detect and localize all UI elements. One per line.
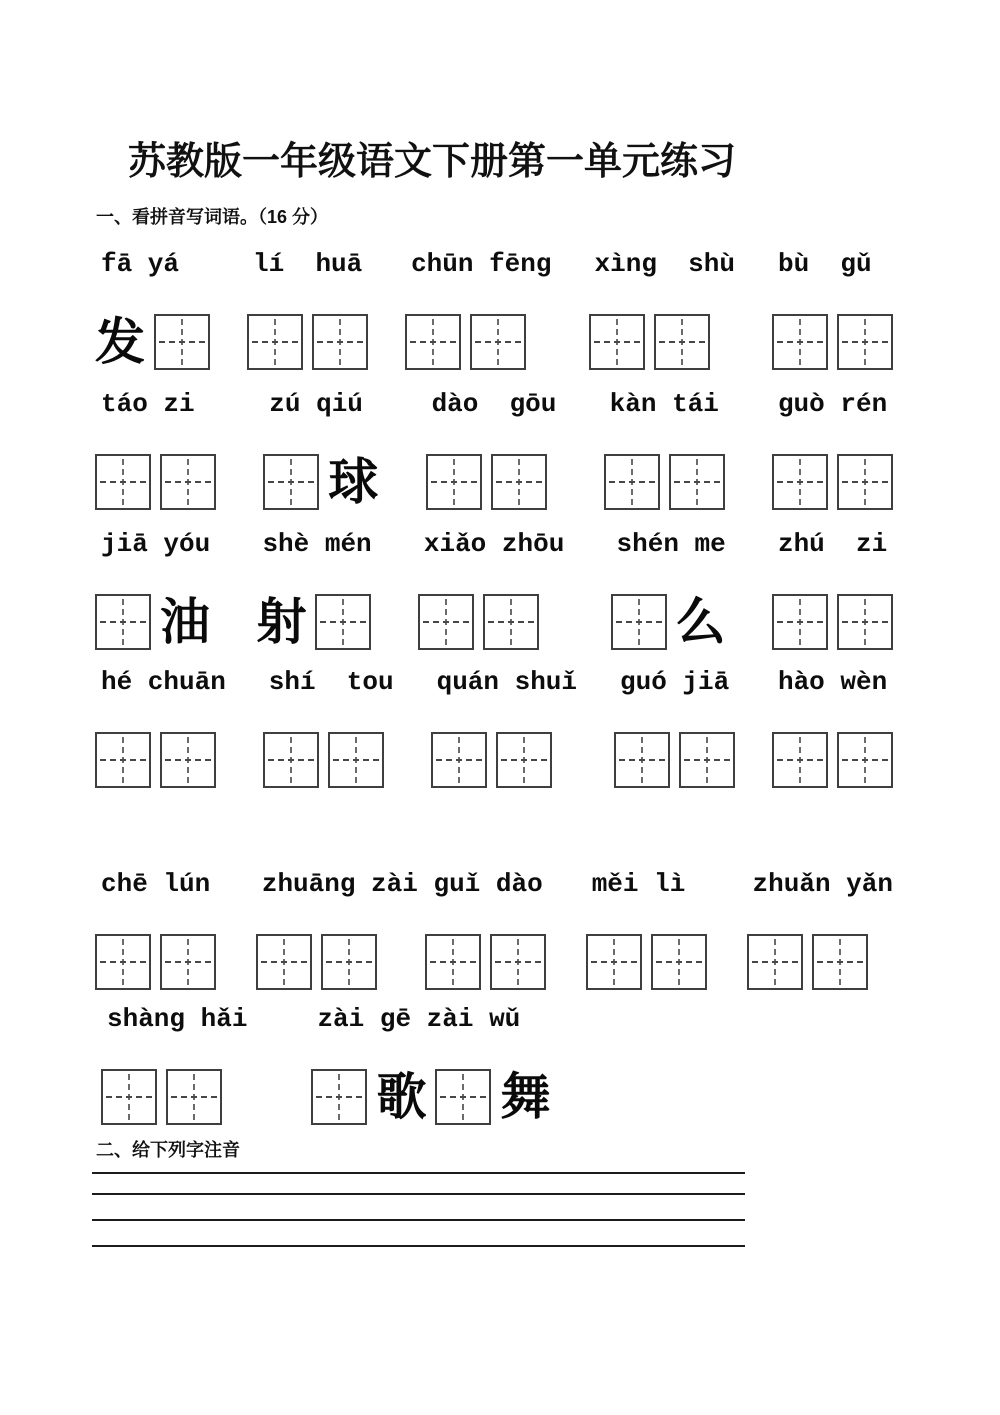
box-group	[101, 1069, 222, 1125]
writing-box[interactable]	[256, 934, 312, 990]
box-group	[256, 594, 371, 650]
pinyin-label: shén me	[616, 529, 726, 559]
writing-box[interactable]	[772, 454, 828, 510]
box-group	[256, 934, 377, 990]
writing-box[interactable]	[154, 314, 210, 370]
writing-box[interactable]	[95, 934, 151, 990]
box-group	[772, 314, 893, 370]
writing-box[interactable]	[483, 594, 539, 650]
pinyin-label: fā yá	[101, 249, 180, 279]
writing-groups	[263, 454, 378, 510]
writing-box[interactable]	[611, 594, 667, 650]
box-group	[263, 454, 378, 510]
writing-groups	[95, 732, 216, 788]
writing-box[interactable]	[669, 454, 725, 510]
writing-groups	[311, 1069, 550, 1125]
printed-character: 发	[95, 314, 145, 370]
box-group	[431, 732, 552, 788]
writing-box[interactable]	[321, 934, 377, 990]
section-2-heading: 二、给下列字注音	[96, 1140, 240, 1160]
writing-box[interactable]	[496, 732, 552, 788]
phrase-item	[263, 388, 378, 510]
pinyin-label: bù gǔ	[778, 249, 872, 279]
writing-box[interactable]	[812, 934, 868, 990]
writing-box[interactable]	[491, 454, 547, 510]
writing-box[interactable]	[312, 314, 368, 370]
phrase-item	[95, 528, 210, 650]
writing-box[interactable]	[837, 594, 893, 650]
writing-groups	[772, 732, 893, 788]
writing-box[interactable]	[405, 314, 461, 370]
box-group	[405, 314, 526, 370]
page-title: 苏教版一年级语文下册第一单元练习	[128, 141, 737, 183]
answer-line[interactable]	[92, 1219, 745, 1221]
writing-box[interactable]	[425, 934, 481, 990]
pinyin-label: zhú zi	[777, 529, 888, 559]
box-group	[611, 594, 726, 650]
writing-box[interactable]	[654, 314, 710, 370]
writing-box[interactable]	[651, 934, 707, 990]
printed-character: 舞	[500, 1069, 551, 1125]
pinyin-label: chūn fēng	[411, 249, 552, 279]
writing-box[interactable]	[614, 732, 670, 788]
writing-box[interactable]	[418, 594, 474, 650]
writing-groups	[772, 454, 893, 510]
writing-groups	[101, 1069, 222, 1125]
writing-box[interactable]	[311, 1069, 367, 1125]
writing-box[interactable]	[772, 594, 828, 650]
box-group	[95, 454, 216, 510]
phrase-item	[95, 666, 226, 788]
box-group	[311, 1069, 550, 1125]
writing-box[interactable]	[837, 454, 893, 510]
writing-box[interactable]	[95, 454, 151, 510]
pinyin-label: xiǎo zhōu	[423, 529, 565, 559]
phrase-item	[418, 528, 564, 650]
phrase-item	[256, 528, 371, 650]
writing-box[interactable]	[160, 732, 216, 788]
writing-box[interactable]	[772, 314, 828, 370]
box-group	[772, 594, 893, 650]
worksheet-row	[95, 868, 893, 990]
writing-box[interactable]	[160, 454, 216, 510]
section-1-heading: 一、看拼音写词语。（16 分）	[96, 207, 329, 227]
writing-box[interactable]	[160, 934, 216, 990]
writing-groups	[256, 594, 371, 650]
box-group	[426, 454, 547, 510]
pinyin-label: zhuāng zài guǐ dào	[261, 869, 543, 899]
phrase-item	[772, 528, 893, 650]
writing-groups	[256, 934, 546, 990]
pinyin-label: lí huā	[253, 249, 363, 279]
pinyin-label: chē lún	[101, 869, 211, 899]
pinyin-label: zài gē zài wǔ	[317, 1004, 521, 1034]
pinyin-label: dào gōu	[431, 389, 557, 419]
writing-box[interactable]	[328, 732, 384, 788]
phrase-item	[586, 868, 707, 990]
printed-character: 么	[675, 594, 726, 650]
box-group	[95, 314, 210, 370]
phrase-item	[772, 388, 893, 510]
writing-groups	[426, 454, 547, 510]
worksheet-row	[95, 248, 893, 370]
writing-box[interactable]	[426, 454, 482, 510]
writing-groups	[431, 732, 552, 788]
printed-character: 歌	[376, 1069, 427, 1125]
box-group	[772, 732, 893, 788]
writing-groups	[263, 732, 384, 788]
pinyin-label: shè mén	[262, 529, 372, 559]
phrase-item	[256, 868, 546, 990]
worksheet-row	[95, 388, 893, 510]
pinyin-label: quán shuǐ	[436, 667, 578, 697]
phrase-item	[747, 868, 893, 990]
worksheet-row	[95, 1003, 893, 1125]
printed-character: 油	[160, 594, 210, 650]
writing-groups	[589, 314, 710, 370]
writing-groups	[95, 454, 216, 510]
box-group	[95, 594, 210, 650]
box-group	[418, 594, 539, 650]
pinyin-label: xìng shù	[594, 249, 735, 279]
printed-character: 球	[328, 454, 379, 510]
phrase-item	[772, 248, 893, 370]
box-group	[772, 454, 893, 510]
writing-box[interactable]	[431, 732, 487, 788]
writing-groups	[614, 732, 735, 788]
pinyin-label: měi lì	[591, 869, 686, 899]
writing-groups	[247, 314, 368, 370]
phrase-item	[589, 248, 735, 370]
phrase-item	[614, 666, 735, 788]
pinyin-label: hé chuān	[101, 667, 226, 697]
writing-box[interactable]	[435, 1069, 491, 1125]
box-group	[614, 732, 735, 788]
writing-groups	[95, 314, 210, 370]
printed-character: 射	[256, 594, 307, 650]
pinyin-label: hào wèn	[777, 667, 888, 697]
pinyin-label: shí tou	[268, 667, 394, 697]
writing-box[interactable]	[315, 594, 371, 650]
pinyin-label: zhuǎn yǎn	[752, 869, 893, 899]
phrase-item	[426, 388, 557, 510]
phrase-item	[247, 248, 368, 370]
writing-box[interactable]	[263, 732, 319, 788]
pinyin-label: zú qiú	[269, 389, 363, 419]
writing-groups	[405, 314, 526, 370]
answer-line[interactable]	[92, 1245, 745, 1247]
box-group	[95, 934, 216, 990]
writing-box[interactable]	[679, 732, 735, 788]
pinyin-label: guó jiā	[620, 667, 730, 697]
writing-groups	[95, 594, 210, 650]
writing-groups	[95, 934, 216, 990]
pinyin-label: shàng hǎi	[107, 1004, 248, 1034]
writing-box[interactable]	[772, 732, 828, 788]
phrase-item	[95, 248, 210, 370]
writing-box[interactable]	[101, 1069, 157, 1125]
phrase-item	[95, 388, 216, 510]
phrase-item	[604, 388, 725, 510]
writing-groups	[586, 934, 707, 990]
worksheet-row	[95, 666, 893, 788]
pinyin-label: kàn tái	[609, 389, 719, 419]
pinyin-label: táo zi	[101, 389, 195, 419]
phrase-item	[311, 1003, 550, 1125]
writing-box[interactable]	[470, 314, 526, 370]
writing-groups	[772, 594, 893, 650]
phrase-item	[95, 868, 216, 990]
answer-line[interactable]	[92, 1172, 745, 1174]
writing-groups	[611, 594, 726, 650]
pinyin-label: jiā yóu	[101, 529, 211, 559]
writing-box[interactable]	[263, 454, 319, 510]
worksheet-row	[95, 528, 893, 650]
phrase-item	[611, 528, 726, 650]
writing-groups	[772, 314, 893, 370]
box-group	[604, 454, 725, 510]
writing-groups	[418, 594, 539, 650]
box-group	[589, 314, 710, 370]
writing-box[interactable]	[586, 934, 642, 990]
writing-box[interactable]	[604, 454, 660, 510]
writing-groups	[604, 454, 725, 510]
phrase-item	[772, 666, 893, 788]
box-group	[586, 934, 707, 990]
answer-line[interactable]	[92, 1193, 745, 1195]
phrase-item	[405, 248, 551, 370]
box-group	[747, 934, 868, 990]
writing-box[interactable]	[95, 732, 151, 788]
writing-box[interactable]	[837, 314, 893, 370]
writing-box[interactable]	[747, 934, 803, 990]
writing-box[interactable]	[166, 1069, 222, 1125]
writing-box[interactable]	[837, 732, 893, 788]
writing-box[interactable]	[95, 594, 151, 650]
box-group	[263, 732, 384, 788]
writing-box[interactable]	[490, 934, 546, 990]
writing-groups	[747, 934, 868, 990]
box-group	[95, 732, 216, 788]
writing-box[interactable]	[589, 314, 645, 370]
phrase-item	[431, 666, 577, 788]
phrase-item	[263, 666, 394, 788]
phrase-item	[101, 1003, 247, 1125]
box-group	[425, 934, 546, 990]
pinyin-label: guò rén	[777, 389, 888, 419]
box-group	[247, 314, 368, 370]
writing-box[interactable]	[247, 314, 303, 370]
